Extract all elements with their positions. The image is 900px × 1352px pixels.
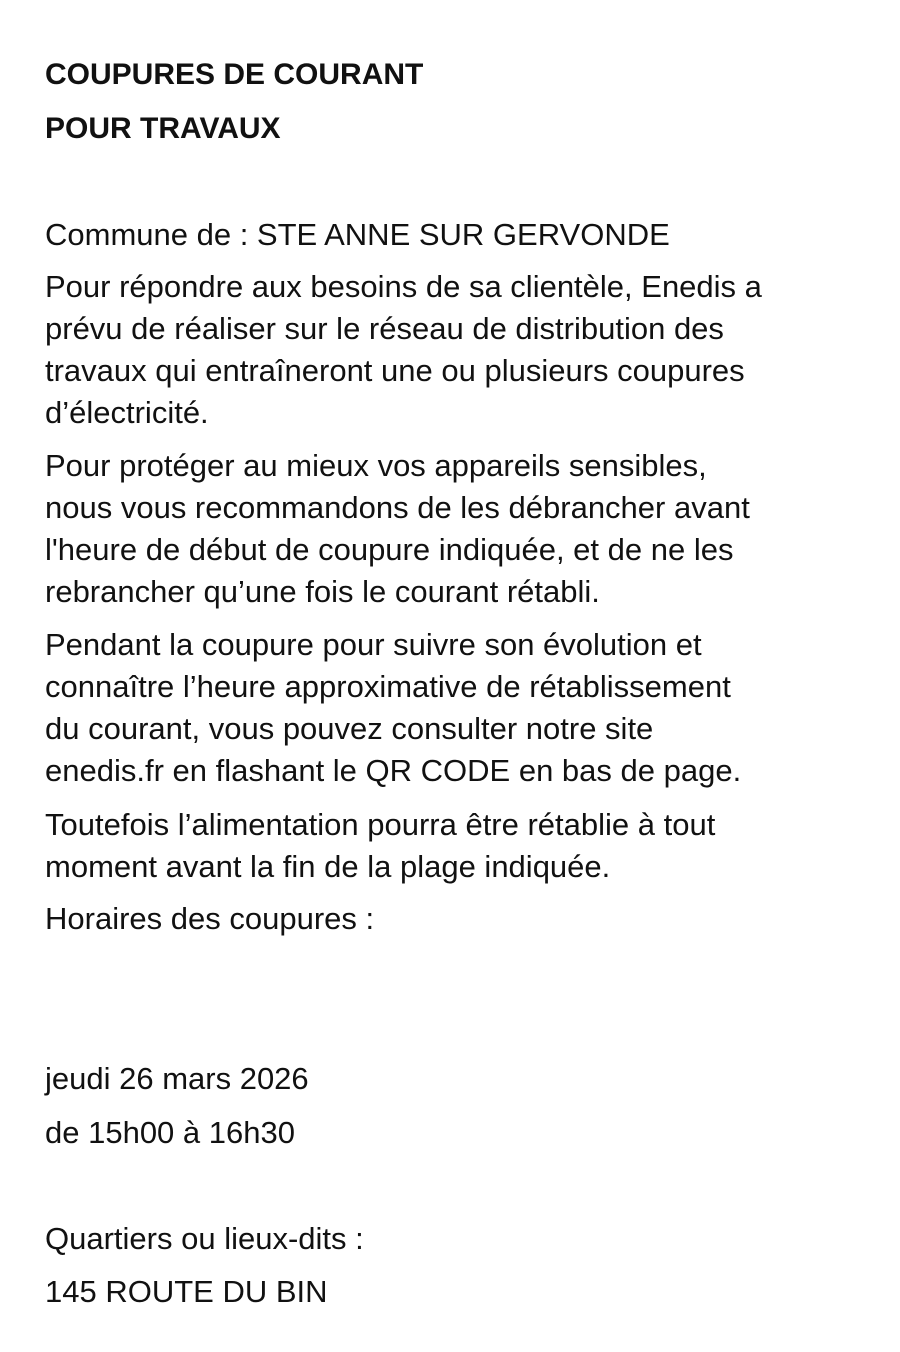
title-line-1: COUPURES DE COURANT [45,58,424,91]
schedule-heading: Horaires des coupures : [45,901,375,936]
paragraph-intro-line: prévu de réaliser sur le réseau de distribution des [45,311,724,346]
paragraph-tracking [45,624,865,792]
paragraph-tracking-line: connaître l’heure approximative de rétablissement [45,669,731,704]
commune-line: Commune de : STE ANNE SUR GERVONDE [45,217,670,252]
paragraph-tracking-line: enedis.fr en flashant le QR CODE en bas de page. [45,753,742,788]
paragraph-early-restore [45,804,865,888]
paragraph-intro-line: travaux qui entraîneront une ou plusieurs coupures [45,353,745,388]
paragraph-tracking-line: du courant, vous pouvez consulter notre site [45,711,654,746]
title-line-2: POUR TRAVAUX [45,112,281,145]
paragraph-intro-line: Pour répondre aux besoins de sa clientèle, Enedis a [45,269,762,304]
paragraph-appliances-line: rebrancher qu’une fois le courant rétabli. [45,574,600,609]
paragraph-appliances-line: l'heure de début de coupure indiquée, et de ne les [45,532,734,567]
paragraph-intro-line: d’électricité. [45,395,209,430]
locations-heading: Quartiers ou lieux-dits : [45,1221,364,1256]
paragraph-early-restore-line: Toutefois l’alimentation pourra être rétablie à tout [45,807,716,842]
outage-time-range: de 15h00 à 16h30 [45,1115,295,1150]
paragraph-appliances-line: Pour protéger au mieux vos appareils sensibles, [45,448,707,483]
paragraph-appliances [45,445,865,613]
paragraph-appliances-line: nous vous recommandons de les débrancher avant [45,490,750,525]
paragraph-early-restore-line: moment avant la fin de la plage indiquée. [45,849,611,884]
outage-date: jeudi 26 mars 2026 [45,1061,309,1096]
paragraph-tracking-line: Pendant la coupure pour suivre son évolution et [45,627,702,662]
location-item: 145 ROUTE DU BIN [45,1274,328,1309]
paragraph-intro [45,266,865,434]
